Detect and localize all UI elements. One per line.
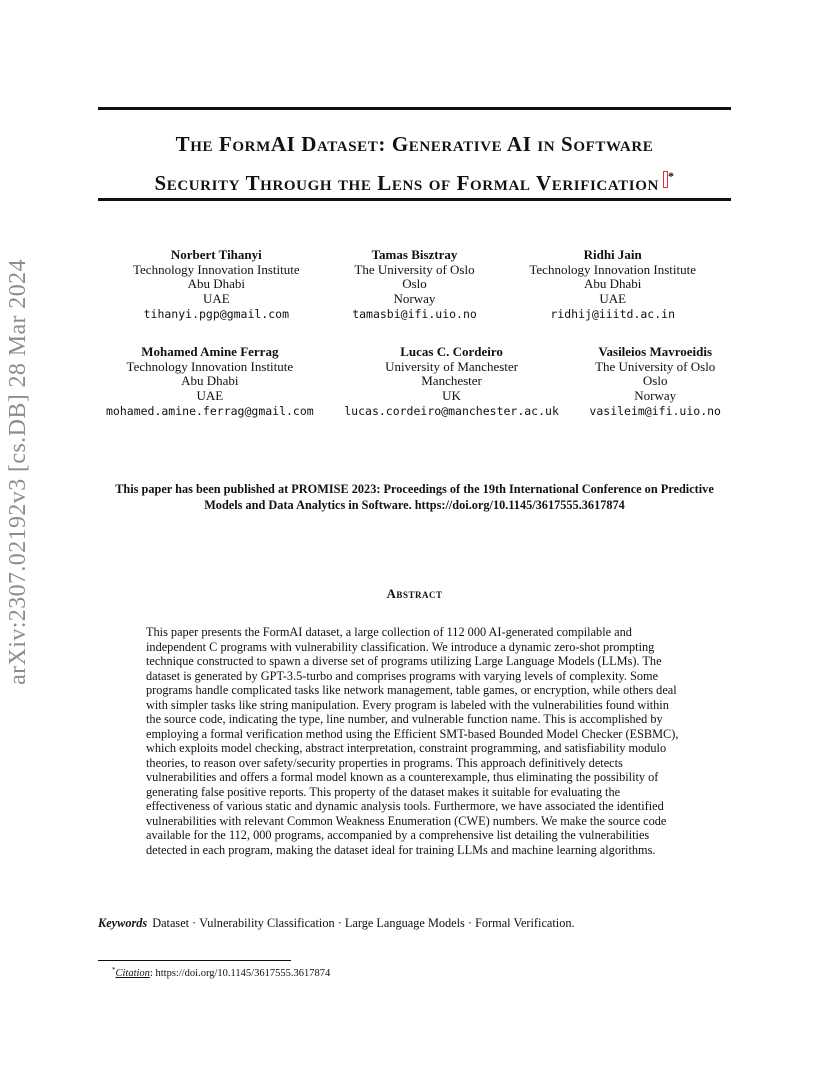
author-city: Abu Dhabi (583, 276, 642, 292)
author-city: Oslo (642, 373, 668, 389)
author-block (352, 248, 477, 322)
paper-title (98, 128, 731, 199)
author-email[interactable]: ridhij@iiitd.ac.in (550, 307, 675, 322)
author-email[interactable]: mohamed.amine.ferrag@gmail.com (106, 404, 314, 419)
authors-row-1 (98, 248, 731, 322)
keywords-line (98, 916, 731, 931)
author-name: Mohamed Amine Ferrag (141, 344, 279, 359)
author-name: Tamas Bisztray (371, 247, 458, 262)
footnote-rule (98, 960, 291, 961)
author-email[interactable]: tamasbi@ifi.uio.no (352, 307, 477, 322)
author-block (589, 345, 721, 419)
keywords-label: Keywords (98, 916, 148, 930)
author-email[interactable]: tihanyi.pgp@gmail.com (143, 307, 290, 322)
title-rule-bottom (98, 198, 731, 201)
author-email[interactable]: vasileim@ifi.uio.no (589, 404, 721, 419)
authors-row-2 (106, 345, 721, 419)
author-affiliation: Technology Innovation Institute (133, 261, 300, 277)
citation-doi-link[interactable]: : https://doi.org/10.1145/3617555.3617874 (149, 968, 331, 979)
author-city: Manchester (421, 373, 482, 389)
title-line-1: The FormAI Dataset: Generative AI in Software (175, 132, 654, 156)
author-affiliation: Technology Innovation Institute (126, 358, 294, 374)
author-country: UAE (202, 290, 230, 306)
keywords-text: Dataset · Vulnerability Classification · Large Language Models · Formal Verification. (152, 916, 575, 930)
publication-note: This paper has been published at PROMISE 2023: Proceedings of the 19th International Conference on Predictive Models and Data Analytics in Software. https://doi.org/10.1145/3617555.3617874 (115, 482, 714, 512)
author-name: Vasileios Mavroeidis (598, 344, 713, 359)
author-block (344, 345, 559, 419)
author-name: Ridhi Jain (583, 247, 642, 262)
author-affiliation: University of Manchester (385, 358, 518, 374)
abstract-body: This paper presents the FormAI dataset, a large collection of 112 000 AI-generated compilable and independent C programs with vulnerability classification. We introduce a dynamic zero-shot prompting technique constructed to spawn a diverse set of programs utilizing Large Language Models (LLMs). The dataset is generated by GPT-3.5-turbo and comprises programs with varying levels of complexity. Some programs handle complicated tasks like network management, table games, or encryption, while others deal with simpler tasks like string manipulation. Every program is labeled with the vulnerabilities found within the source code, indicating the type, line number, and vulnerable function name. This is accomplished by employing a formal verification method using the Efficient SMT-based Bounded Model Checker (ESBMC), which exploits model checking, abstract interpretation, constraint programming, and satisfiability modulo theories, to reason over safety/security properties in programs. This approach definitively detects vulnerabilities and offers a formal model known as a counterexample, thus eliminating the possibility of generating false positive reports. This property of the dataset makes it suitable for evaluating the effectiveness of various static and dynamic analysis tools. Furthermore, we have associated the identified vulnerabilities with relevant Common Weakness Enumeration (CWE) numbers. We make the source code available for the 112, 000 programs, accompanied by a comprehensive list detailing the vulnerabilities detected in each program, making the dataset ideal for training LLMs and machine learning algorithms. (146, 625, 679, 857)
abstract-heading: Abstract (386, 586, 443, 601)
author-country: UK (442, 387, 461, 403)
author-affiliation: The University of Oslo (354, 261, 475, 277)
author-affiliation: Technology Innovation Institute (529, 261, 696, 277)
footnote (112, 964, 712, 980)
author-name: Lucas C. Cordeiro (400, 344, 503, 359)
author-country: Norway (393, 290, 436, 306)
title-footnote-mark: * (667, 169, 675, 183)
author-affiliation: The University of Oslo (595, 358, 716, 374)
title-line-2 (98, 160, 731, 199)
author-country: UAE (599, 290, 627, 306)
title-line-2-text: Security Through the Lens of Formal Verification (154, 171, 659, 195)
citation-label: Citation (115, 968, 150, 979)
arxiv-identifier[interactable]: arXiv:2307.02192v3 [cs.DB] 28 Mar 2024 (5, 259, 31, 685)
author-country: Norway (634, 387, 677, 403)
author-city: Abu Dhabi (181, 373, 239, 389)
author-block (133, 248, 300, 322)
author-email[interactable]: lucas.cordeiro@manchester.ac.uk (344, 404, 559, 419)
author-block (529, 248, 696, 322)
author-city: Abu Dhabi (187, 276, 246, 292)
footnote-mark: * (112, 966, 116, 974)
author-city: Oslo (402, 276, 427, 292)
author-country: UAE (196, 387, 224, 403)
author-name: Norbert Tihanyi (170, 247, 262, 262)
title-rule-top (98, 107, 731, 110)
author-block (106, 345, 314, 419)
